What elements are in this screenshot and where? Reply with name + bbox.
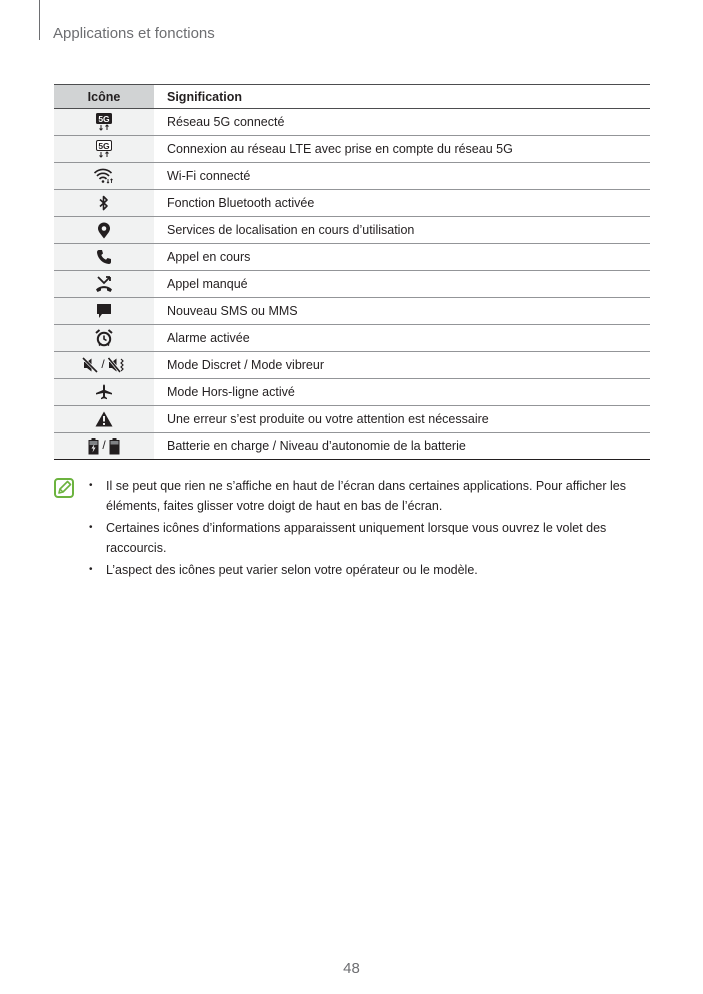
bullet: • bbox=[89, 522, 93, 533]
table-row bbox=[54, 298, 650, 325]
svg-text:5G: 5G bbox=[98, 140, 110, 151]
mute-icon bbox=[82, 357, 98, 373]
location-pin-icon bbox=[97, 222, 111, 239]
note-text: L’aspect des icônes peut varier selon votre opérateur ou le modèle. bbox=[106, 563, 478, 577]
wifi-connected-icon bbox=[93, 168, 115, 184]
5g-connected-icon bbox=[95, 113, 113, 131]
5g-lte-icon bbox=[95, 140, 113, 158]
missed-call-icon bbox=[95, 276, 113, 293]
bullet: • bbox=[89, 564, 93, 575]
note-item bbox=[89, 518, 654, 558]
table-row bbox=[54, 433, 650, 460]
table-row bbox=[54, 109, 650, 136]
meaning-text: Batterie en charge / Niveau d’autonomie de la batterie bbox=[167, 439, 466, 453]
column-header-icon: Icône bbox=[54, 85, 154, 109]
note-item bbox=[89, 560, 654, 580]
table-header-row bbox=[54, 85, 650, 109]
meaning-text: Appel manqué bbox=[167, 277, 248, 291]
table-row bbox=[54, 217, 650, 244]
table-row bbox=[54, 190, 650, 217]
meaning-text: Mode Hors-ligne activé bbox=[167, 385, 295, 399]
vibrate-icon bbox=[108, 357, 126, 373]
airplane-icon bbox=[95, 384, 113, 400]
phone-call-icon bbox=[96, 249, 112, 265]
meaning-text: Nouveau SMS ou MMS bbox=[167, 304, 298, 318]
warning-icon bbox=[95, 411, 113, 427]
header-rule bbox=[39, 0, 40, 40]
icon-separator: / bbox=[102, 438, 106, 453]
table-row bbox=[54, 406, 650, 433]
page-number: 48 bbox=[343, 960, 360, 977]
column-header-meaning: Signification bbox=[154, 85, 650, 109]
table-row bbox=[54, 325, 650, 352]
note-text: Il se peut que rien ne s’affiche en haut de l’écran dans certaines applications. Pour afficher les éléments, faites glisser votre doigt de haut en bas de l’écran. bbox=[106, 479, 627, 513]
icon-separator: / bbox=[101, 357, 105, 372]
meaning-text: Mode Discret / Mode vibreur bbox=[167, 358, 325, 372]
page-header-title: Applications et fonctions bbox=[53, 25, 215, 42]
note-section bbox=[54, 476, 654, 582]
note-text: Certaines icônes d’informations apparaissent uniquement lorsque vous ouvrez le volet des raccourcis. bbox=[106, 521, 607, 555]
table-row bbox=[54, 379, 650, 406]
table-row bbox=[54, 136, 650, 163]
alarm-icon bbox=[95, 329, 113, 347]
table-row bbox=[54, 244, 650, 271]
meaning-text: Fonction Bluetooth activée bbox=[167, 196, 315, 210]
meaning-text: Services de localisation en cours d’utilisation bbox=[167, 223, 415, 237]
meaning-text: Alarme activée bbox=[167, 331, 250, 345]
table-row bbox=[54, 352, 650, 379]
bluetooth-icon bbox=[98, 195, 110, 211]
battery-level-icon bbox=[109, 438, 120, 455]
meaning-text: Appel en cours bbox=[167, 250, 251, 264]
meaning-text: Réseau 5G connecté bbox=[167, 115, 285, 129]
meaning-text: Connexion au réseau LTE avec prise en compte du réseau 5G bbox=[167, 142, 513, 156]
meaning-text: Une erreur s’est produite ou votre attention est nécessaire bbox=[167, 412, 489, 426]
meaning-text: Wi-Fi connecté bbox=[167, 169, 251, 183]
table-row bbox=[54, 271, 650, 298]
bullet: • bbox=[89, 480, 93, 491]
note-item bbox=[89, 476, 654, 516]
battery-charging-icon bbox=[88, 438, 99, 455]
message-icon bbox=[96, 303, 112, 319]
note-pencil-icon bbox=[54, 478, 74, 503]
status-icons-table bbox=[54, 84, 650, 460]
table-row bbox=[54, 163, 650, 190]
svg-text:5G: 5G bbox=[98, 114, 110, 124]
note-list bbox=[54, 476, 654, 580]
